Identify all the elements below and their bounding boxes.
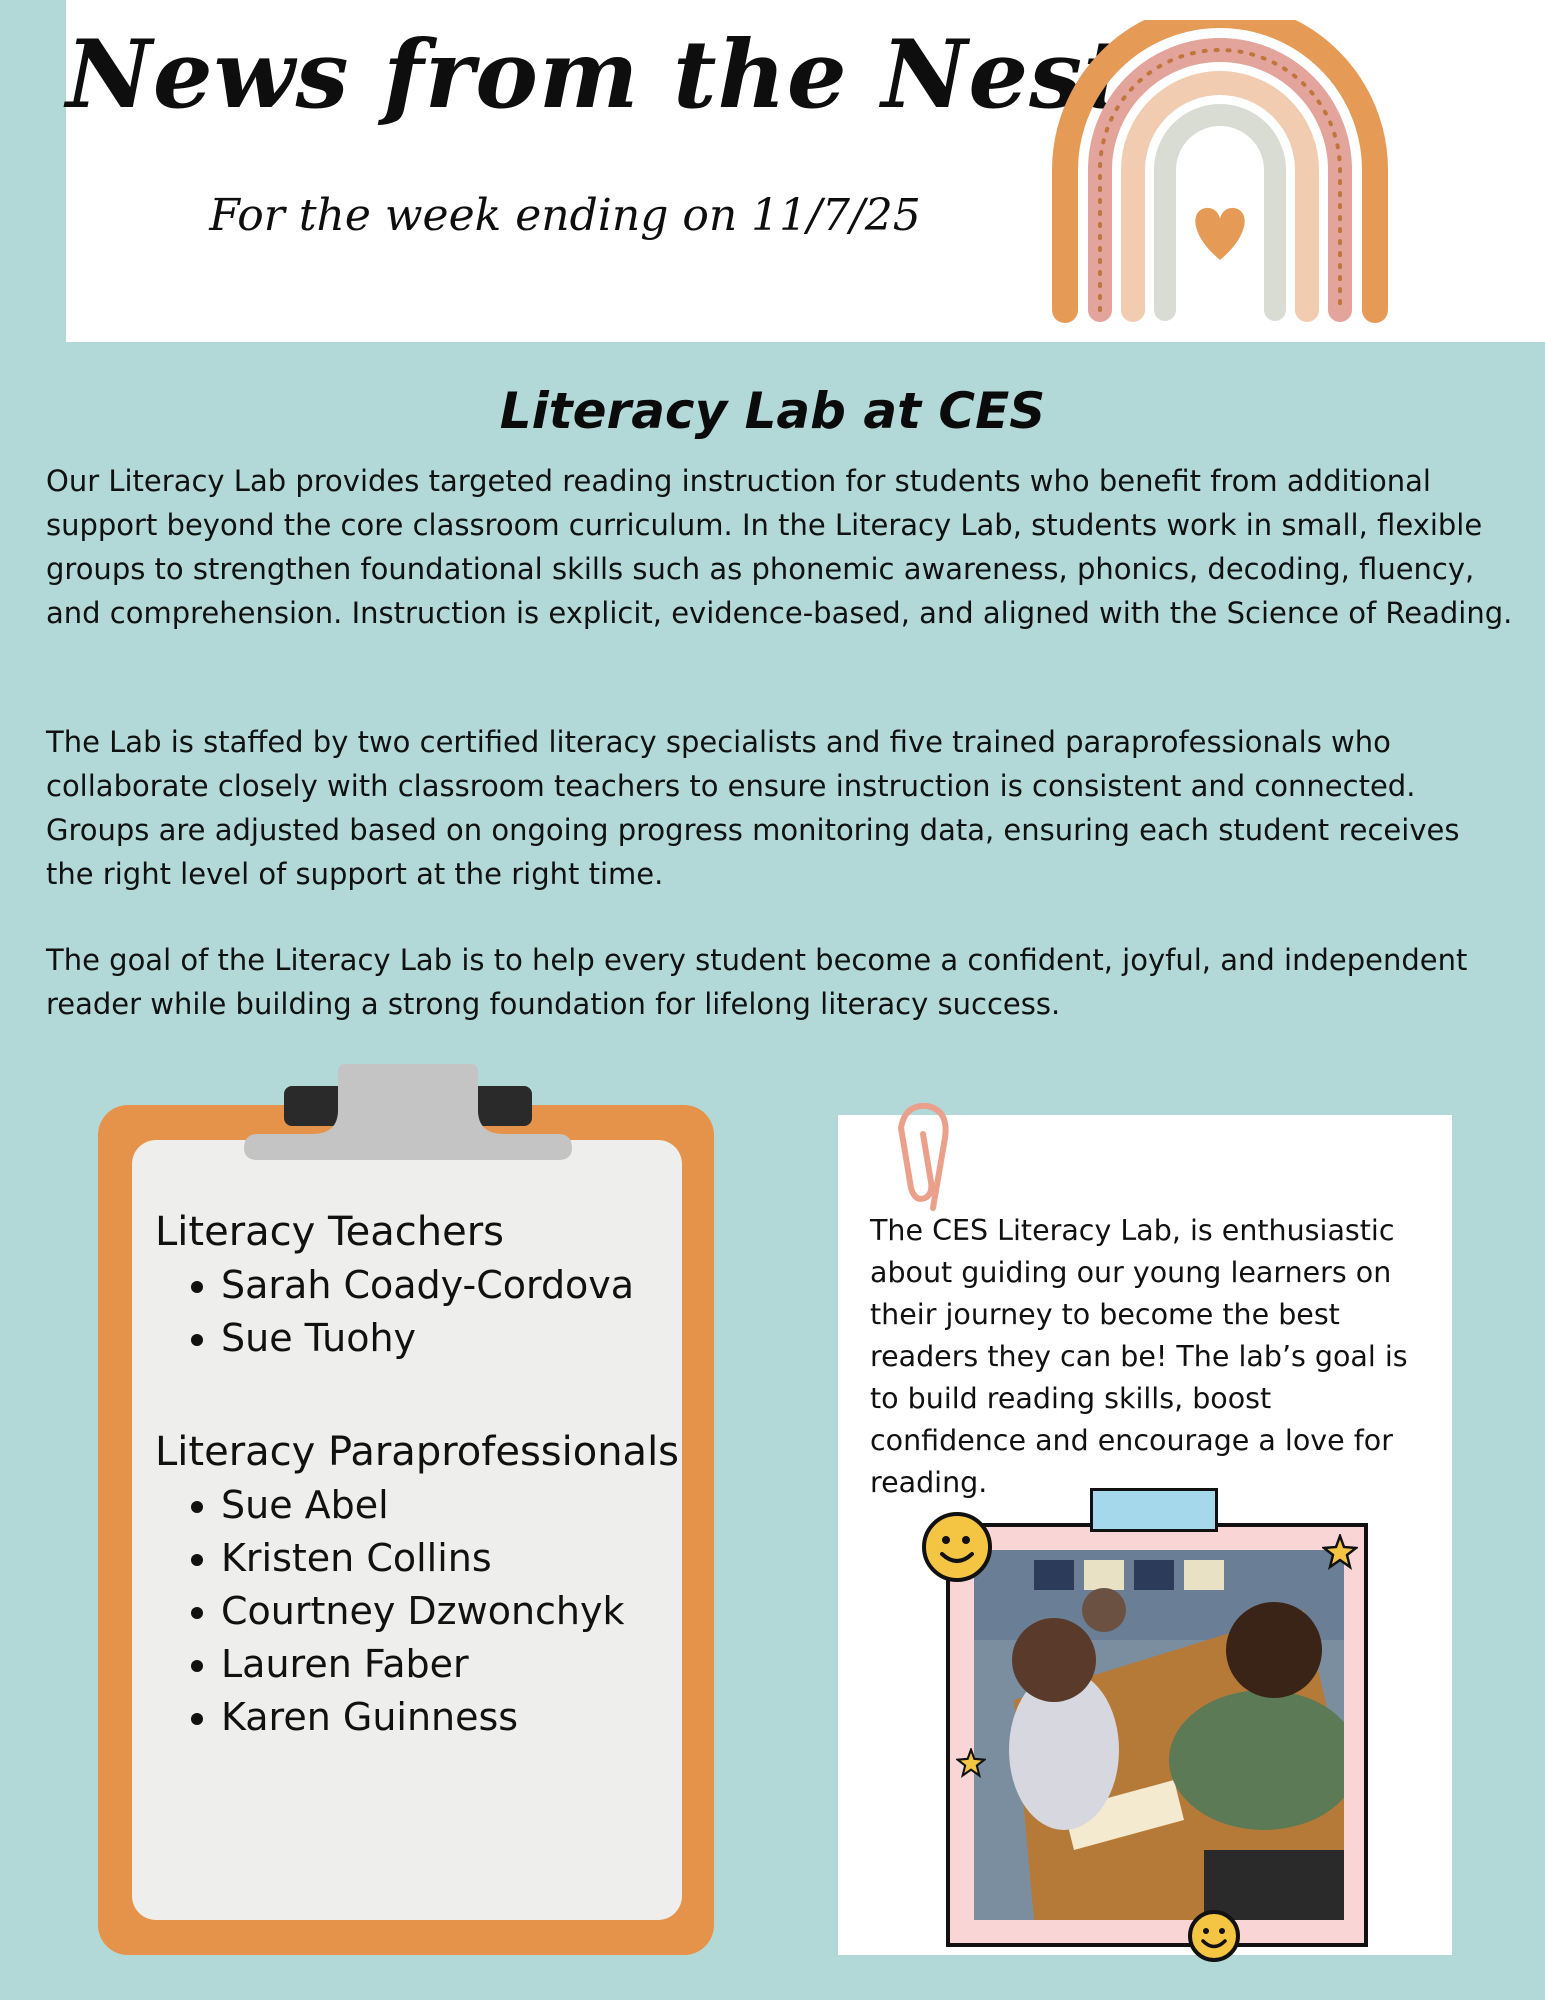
tape-sticker — [1090, 1488, 1218, 1532]
list-item: • Sue Abel — [221, 1479, 695, 1532]
paras-list-block — [155, 1425, 695, 1744]
classroom-photo — [974, 1550, 1344, 1920]
list-item: • Sue Tuohy — [221, 1312, 695, 1365]
teachers-list-block — [155, 1205, 695, 1365]
list-item: • Courtney Dzwonchyk — [221, 1585, 695, 1638]
list-item: • Sarah Coady-Cordova — [221, 1259, 695, 1312]
star-sticker-icon — [1322, 1534, 1358, 1570]
note-text: The CES Literacy Lab, is enthusiastic about guiding our young learners on their journey to become the best readers they can be! The lab’s goal is to build reading skills, boost confidence and encourage a love for reading. — [870, 1214, 1408, 1499]
list-item: • Lauren Faber — [221, 1638, 695, 1691]
newsletter-title: News from the Nest — [66, 20, 1128, 130]
paras-list — [155, 1479, 695, 1744]
article-paragraph-3: The goal of the Literacy Lab is to help every student become a confident, joyful, and independent reader while building a strong foundation for lifelong literacy success. — [46, 943, 1468, 1021]
list-item: • Kristen Collins — [221, 1532, 695, 1585]
article-paragraph-2: The Lab is staffed by two certified literacy specialists and five trained paraprofessionals who collaborate closely with classroom teachers to ensure instruction is consistent and connected. Groups are adjusted based on ongoing progress monitoring data, ensuring each student receives the right level of support at the right time. — [46, 725, 1460, 891]
article-paragraph-1: Our Literacy Lab provides targeted reading instruction for students who benefit from additional support beyond the core classroom curriculum. In the Literacy Lab, students work in small, flexible groups to strengthen foundational skills such as phonemic awareness, phonics, decoding, fluency, and comprehension. Instruction is explicit, evidence-based, and aligned with the Science of Reading. — [46, 464, 1513, 630]
clipboard-clip-icon — [238, 1060, 578, 1180]
star-sticker-icon — [956, 1748, 986, 1778]
smiley-sticker-icon — [1186, 1908, 1242, 1964]
teachers-list — [155, 1259, 695, 1365]
teachers-heading: Literacy Teachers — [155, 1209, 505, 1255]
list-item: • Karen Guinness — [221, 1691, 695, 1744]
week-ending-subtitle: For the week ending on 11/7/25 — [209, 190, 921, 241]
smiley-sticker-icon — [920, 1510, 994, 1584]
paras-heading: Literacy Paraprofessionals — [155, 1429, 680, 1475]
rainbow-heart-icon — [1040, 20, 1400, 330]
paperclip-icon — [893, 1098, 953, 1214]
article-title: Literacy Lab at CES — [499, 382, 1046, 440]
